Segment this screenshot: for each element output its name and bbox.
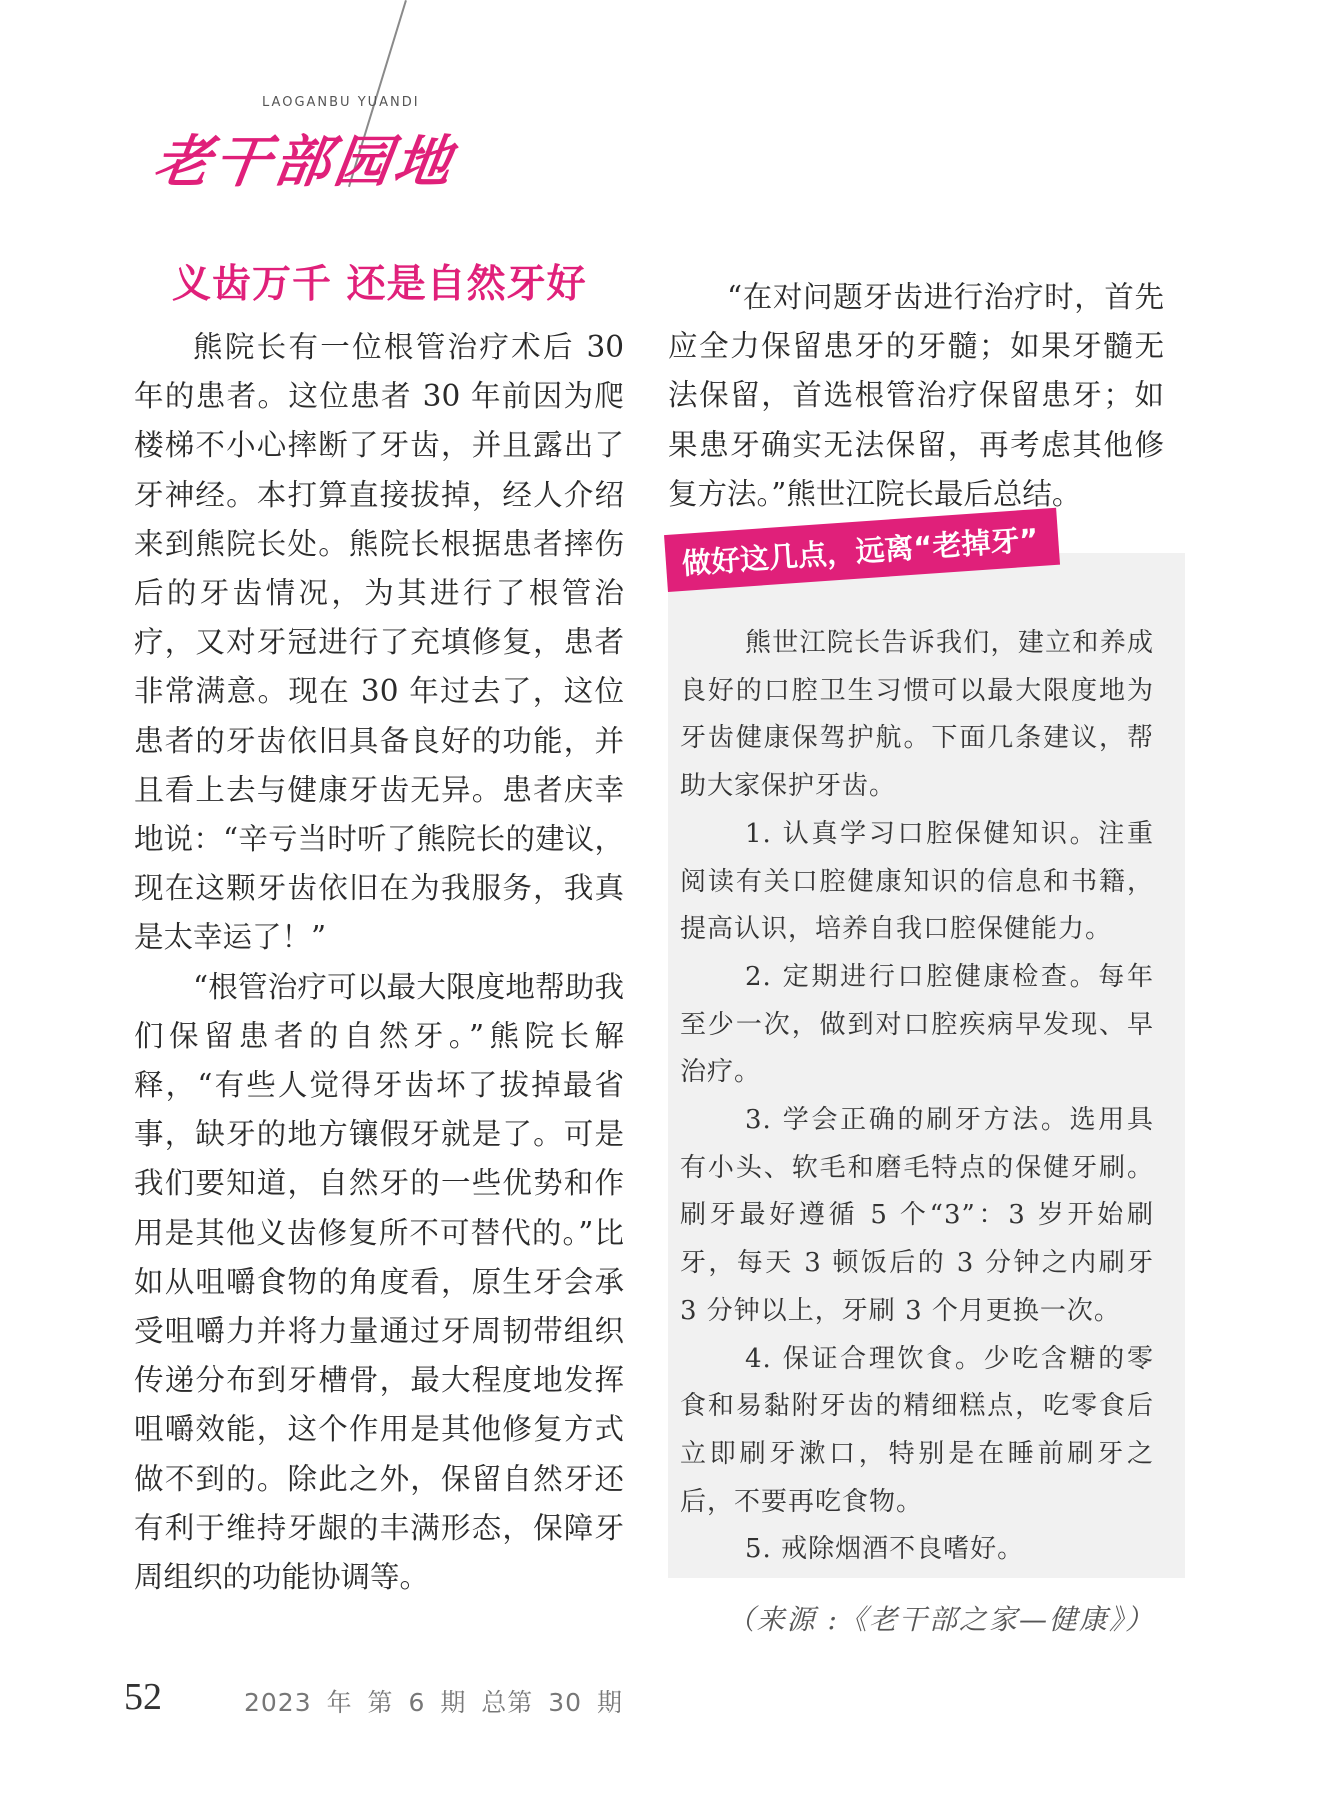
article-paragraph: “在对问题牙齿进行治疗时，首先应全力保留患牙的牙髓；如果牙髓无法保留，首选根管治疗保留患牙；如果患牙确实无法保留，再考虑其他修复方法。”熊世江院长最后总结。 (668, 280, 1164, 511)
sidebar-heading: 做好这几点，远离“老掉牙” (664, 508, 1060, 592)
page-number: 52 (124, 1676, 162, 1718)
issue-info: 2023 年 第 6 期 总第 30 期 (244, 1688, 623, 1717)
column-subtitle: LAOGANBU YUANDI (262, 95, 420, 110)
column-logo: 老干部园地 (149, 129, 460, 195)
sidebar-tip-5: 5. 戒除烟酒不良嗜好。 (745, 1534, 1025, 1565)
sidebar-body (680, 620, 1154, 1574)
sidebar-tip-4: 4. 保证合理饮食。少吃含糖的零食和易黏附牙齿的精细糕点，吃零食后立即刷牙漱口，特别是在睡前刷牙之后，不要再吃食物。 (680, 1343, 1154, 1517)
source-citation: （来源 :《老干部之家—健康》） (726, 1603, 1155, 1636)
sidebar-tip-3: 3. 学会正确的刷牙方法。选用具有小头、软毛和磨毛特点的保健牙刷。刷牙最好遵循 5 个“3”：3 岁开始刷牙，每天 3 顿饭后的 3 分钟之内刷牙 3 分钟以上，牙刷 3 个月更换一次。 (680, 1105, 1154, 1326)
sidebar-tip-2: 2. 定期进行口腔健康检查。每年至少一次，做到对口腔疾病早发现、早治疗。 (680, 961, 1154, 1088)
article-paragraph: 熊院长有一位根管治疗术后 30 年的患者。这位患者 30 年前因为爬楼梯不小心摔断了牙齿，并且露出了牙神经。本打算直接拔掉，经人介绍来到熊院长处。熊院长根据患者摔伤后的牙齿情况，为其进行了根管治疗，又对牙冠进行了充填修复，患者非常满意。现在 30 年过去了，这位患者的牙齿依旧具备良好的功能，并且看上去与健康牙齿无异。患者庆幸地说：“辛亏当时听了熊院长的建议，现在这颗牙齿依旧在为我服务，我真是太幸运了！” (134, 330, 624, 955)
article-title: 义齿万千 还是自然牙好 (172, 262, 587, 307)
article-paragraph: “根管治疗可以最大限度地帮助我们保留患者的自然牙。”熊院长解释，“有些人觉得牙齿坏了拔掉最省事，缺牙的地方镶假牙就是了。可是我们要知道，自然牙的一些优势和作用是其他义齿修复所不可替代的。”比如从咀嚼食物的角度看，原生牙会承受咀嚼力并将力量通过牙周韧带组织传递分布到牙槽骨，最大程度地发挥咀嚼效能，这个作用是其他修复方式做不到的。除此之外，保留自然牙还有利于维持牙龈的丰满形态，保障牙周组织的功能协调等。 (134, 969, 624, 1595)
article-right-column (668, 273, 1164, 519)
sidebar-paragraph: 熊世江院长告诉我们，建立和养成良好的口腔卫生习惯可以最大限度地为牙齿健康保驾护航。下面几条建议，帮助大家保护牙齿。 (680, 628, 1154, 802)
sidebar-tip-1: 1. 认真学习口腔保健知识。注重阅读有关口腔健康知识的信息和书籍，提高认识，培养自我口腔保健能力。 (680, 818, 1154, 945)
article-left-column (134, 323, 624, 1602)
